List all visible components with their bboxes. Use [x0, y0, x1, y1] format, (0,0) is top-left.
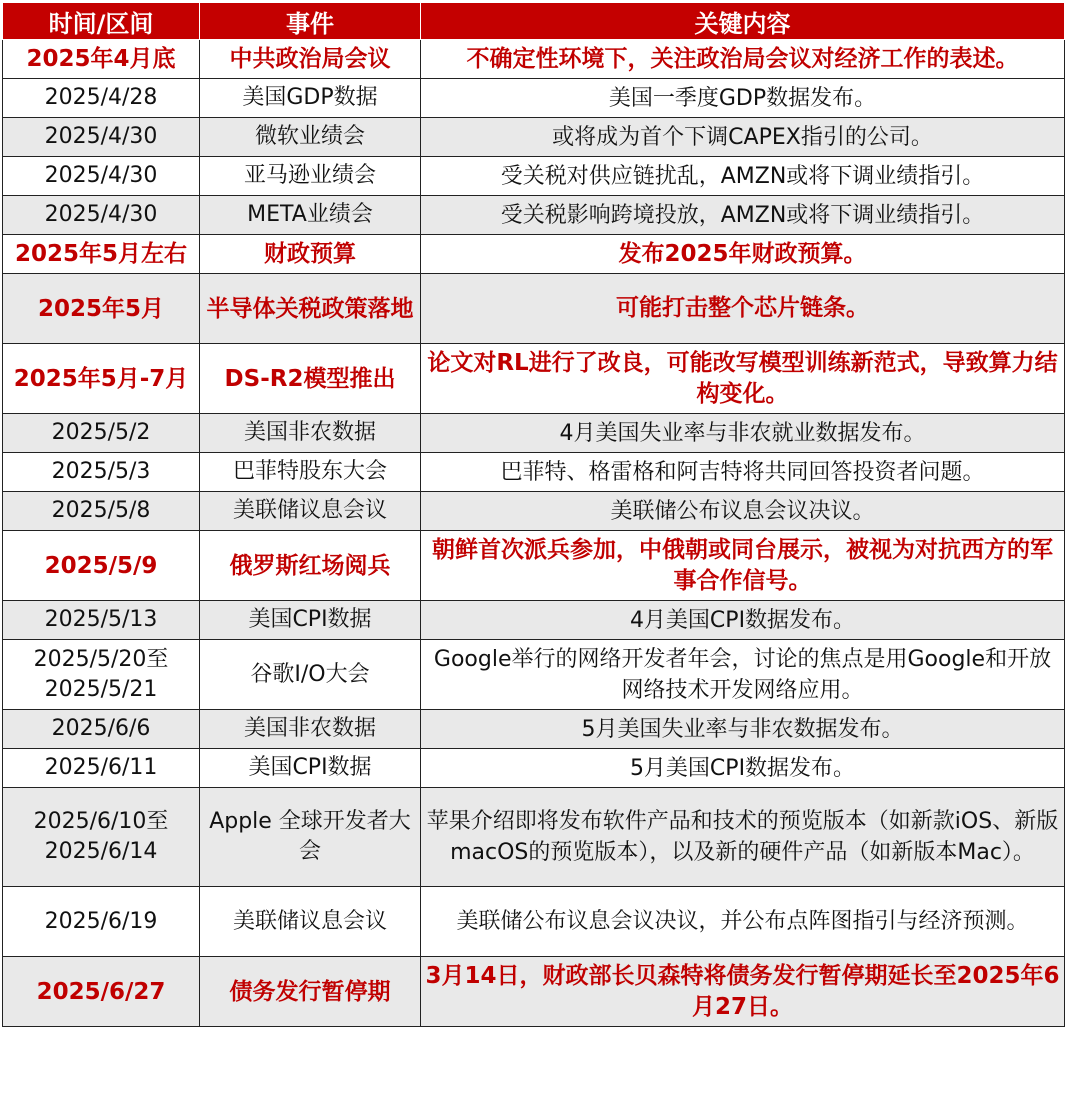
cell-time: 2025/4/30: [3, 196, 200, 235]
cell-event: 美联储议息会议: [200, 492, 421, 531]
cell-event: 微软业绩会: [200, 118, 421, 157]
table-row: [3, 492, 1065, 531]
cell-content: 发布2025年财政预算。: [421, 235, 1065, 274]
cell-event: 谷歌I/O大会: [200, 640, 421, 710]
cell-event: 巴菲特股东大会: [200, 453, 421, 492]
cell-time: 2025/6/19: [3, 887, 200, 957]
table-row: [3, 157, 1065, 196]
header-event: 事件: [200, 3, 421, 40]
cell-time: 2025/5/2: [3, 414, 200, 453]
cell-content: 朝鲜首次派兵参加，中俄朝或同台展示，被视为对抗西方的军事合作信号。: [421, 531, 1065, 601]
event-table: [2, 2, 1065, 1027]
cell-time: 2025/5/20至2025/5/21: [3, 640, 200, 710]
event-calendar: [2, 2, 1064, 1027]
cell-content: 可能打击整个芯片链条。: [421, 274, 1065, 344]
cell-content: 美联储公布议息会议决议，并公布点阵图指引与经济预测。: [421, 887, 1065, 957]
cell-time: 2025/5/13: [3, 601, 200, 640]
cell-time: 2025/6/6: [3, 710, 200, 749]
cell-time: 2025/5/3: [3, 453, 200, 492]
cell-event: 半导体关税政策落地: [200, 274, 421, 344]
cell-time: 2025年5月: [3, 274, 200, 344]
table-row: [3, 196, 1065, 235]
cell-event: DS-R2模型推出: [200, 344, 421, 414]
table-row: [3, 414, 1065, 453]
table-row: [3, 531, 1065, 601]
cell-content: 受关税影响跨境投放，AMZN或将下调业绩指引。: [421, 196, 1065, 235]
table-row: [3, 79, 1065, 118]
cell-time: 2025/6/11: [3, 749, 200, 788]
cell-event: 美国非农数据: [200, 414, 421, 453]
cell-time: 2025年4月底: [3, 40, 200, 79]
cell-content: 论文对RL进行了改良，可能改写模型训练新范式，导致算力结构变化。: [421, 344, 1065, 414]
cell-time: 2025/6/27: [3, 957, 200, 1027]
cell-event: 中共政治局会议: [200, 40, 421, 79]
cell-content: 苹果介绍即将发布软件产品和技术的预览版本（如新款iOS、新版macOS的预览版本），以及新的硬件产品（如新版本Mac）。: [421, 788, 1065, 887]
header-row: [3, 3, 1065, 40]
cell-content: 3月14日，财政部长贝森特将债务发行暂停期延长至2025年6月27日。: [421, 957, 1065, 1027]
cell-time: 2025年5月-7月: [3, 344, 200, 414]
cell-content: 4月美国CPI数据发布。: [421, 601, 1065, 640]
cell-content: 美国一季度GDP数据发布。: [421, 79, 1065, 118]
table-row: [3, 274, 1065, 344]
cell-event: 财政预算: [200, 235, 421, 274]
table-row: [3, 788, 1065, 887]
table-row: [3, 710, 1065, 749]
cell-content: 受关税对供应链扰乱，AMZN或将下调业绩指引。: [421, 157, 1065, 196]
cell-event: 美国CPI数据: [200, 601, 421, 640]
table-row: [3, 601, 1065, 640]
cell-event: 美国非农数据: [200, 710, 421, 749]
cell-event: 美国CPI数据: [200, 749, 421, 788]
cell-content: 4月美国失业率与非农就业数据发布。: [421, 414, 1065, 453]
table-row: [3, 118, 1065, 157]
cell-content: 巴菲特、格雷格和阿吉特将共同回答投资者问题。: [421, 453, 1065, 492]
cell-content: Google举行的网络开发者年会，讨论的焦点是用Google和开放网络技术开发网络应用。: [421, 640, 1065, 710]
cell-event: 俄罗斯红场阅兵: [200, 531, 421, 601]
table-row: [3, 453, 1065, 492]
header-time: 时间/区间: [3, 3, 200, 40]
cell-time: 2025/4/30: [3, 118, 200, 157]
cell-content: 5月美国CPI数据发布。: [421, 749, 1065, 788]
cell-time: 2025/5/8: [3, 492, 200, 531]
cell-content: 5月美国失业率与非农数据发布。: [421, 710, 1065, 749]
cell-content: 美联储公布议息会议决议。: [421, 492, 1065, 531]
table-row: [3, 640, 1065, 710]
cell-time: 2025/4/28: [3, 79, 200, 118]
cell-event: META业绩会: [200, 196, 421, 235]
cell-event: 亚马逊业绩会: [200, 157, 421, 196]
table-row: [3, 957, 1065, 1027]
table-row: [3, 40, 1065, 79]
cell-time: 2025/4/30: [3, 157, 200, 196]
table-row: [3, 344, 1065, 414]
cell-event: 美国GDP数据: [200, 79, 421, 118]
table-row: [3, 235, 1065, 274]
cell-content: 或将成为首个下调CAPEX指引的公司。: [421, 118, 1065, 157]
cell-time: 2025/5/9: [3, 531, 200, 601]
cell-event: 债务发行暂停期: [200, 957, 421, 1027]
table-row: [3, 749, 1065, 788]
header-content: 关键内容: [421, 3, 1065, 40]
cell-time: 2025年5月左右: [3, 235, 200, 274]
cell-event: Apple 全球开发者大会: [200, 788, 421, 887]
table-row: [3, 887, 1065, 957]
cell-event: 美联储议息会议: [200, 887, 421, 957]
cell-time: 2025/6/10至2025/6/14: [3, 788, 200, 887]
cell-content: 不确定性环境下，关注政治局会议对经济工作的表述。: [421, 40, 1065, 79]
